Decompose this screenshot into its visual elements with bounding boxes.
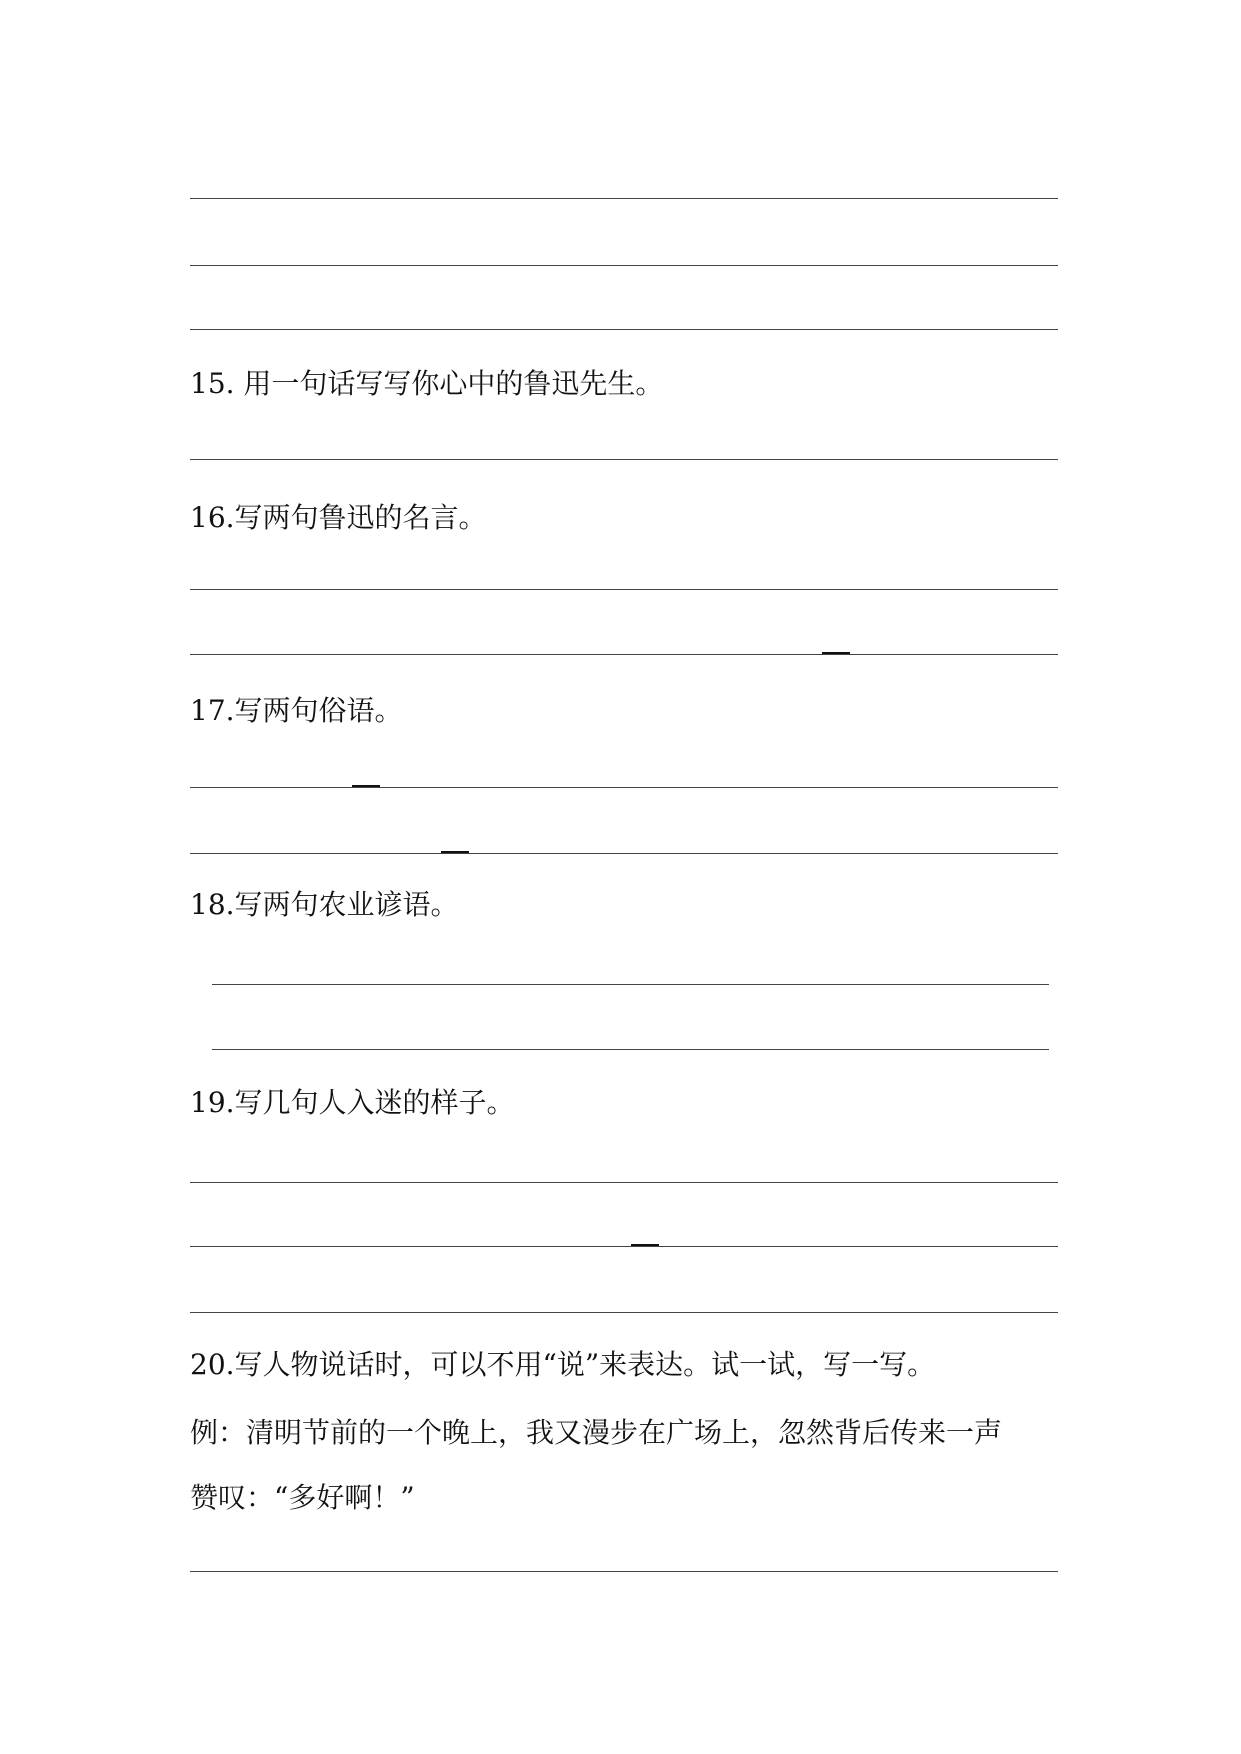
answer-line[interactable]: [190, 1182, 1058, 1183]
line-mark: [441, 851, 469, 853]
answer-line[interactable]: [190, 654, 1058, 655]
answer-line[interactable]: [190, 1312, 1058, 1313]
question-15: 15. 用一句话写写你心中的鲁迅先生。: [190, 367, 664, 400]
answer-line[interactable]: [190, 459, 1058, 460]
answer-line[interactable]: [212, 984, 1049, 985]
line-mark: [631, 1244, 659, 1246]
answer-line[interactable]: [190, 787, 1058, 788]
answer-line[interactable]: [212, 1049, 1049, 1050]
question-20-example: 例：清明节前的一个晚上，我又漫步在广场上，忽然背后传来一声: [190, 1416, 1003, 1449]
answer-line[interactable]: [190, 329, 1058, 330]
question-20: 20.写人物说话时，可以不用“说”来表达。试一试，写一写。: [190, 1348, 936, 1381]
question-18: 18.写两句农业谚语。: [190, 888, 459, 921]
answer-line[interactable]: [190, 198, 1058, 199]
answer-line[interactable]: [190, 1571, 1058, 1572]
answer-line[interactable]: [190, 589, 1058, 590]
question-19: 19.写几句人入迷的样子。: [190, 1086, 515, 1119]
answer-line[interactable]: [190, 853, 1058, 854]
line-mark: [822, 652, 850, 654]
answer-line[interactable]: [190, 265, 1058, 266]
question-16: 16.写两句鲁迅的名言。: [190, 501, 487, 534]
question-17: 17.写两句俗语。: [190, 694, 403, 727]
answer-line[interactable]: [190, 1246, 1058, 1247]
question-20-example-cont: 赞叹：“多好啊！”: [190, 1481, 415, 1514]
line-mark: [352, 785, 380, 787]
